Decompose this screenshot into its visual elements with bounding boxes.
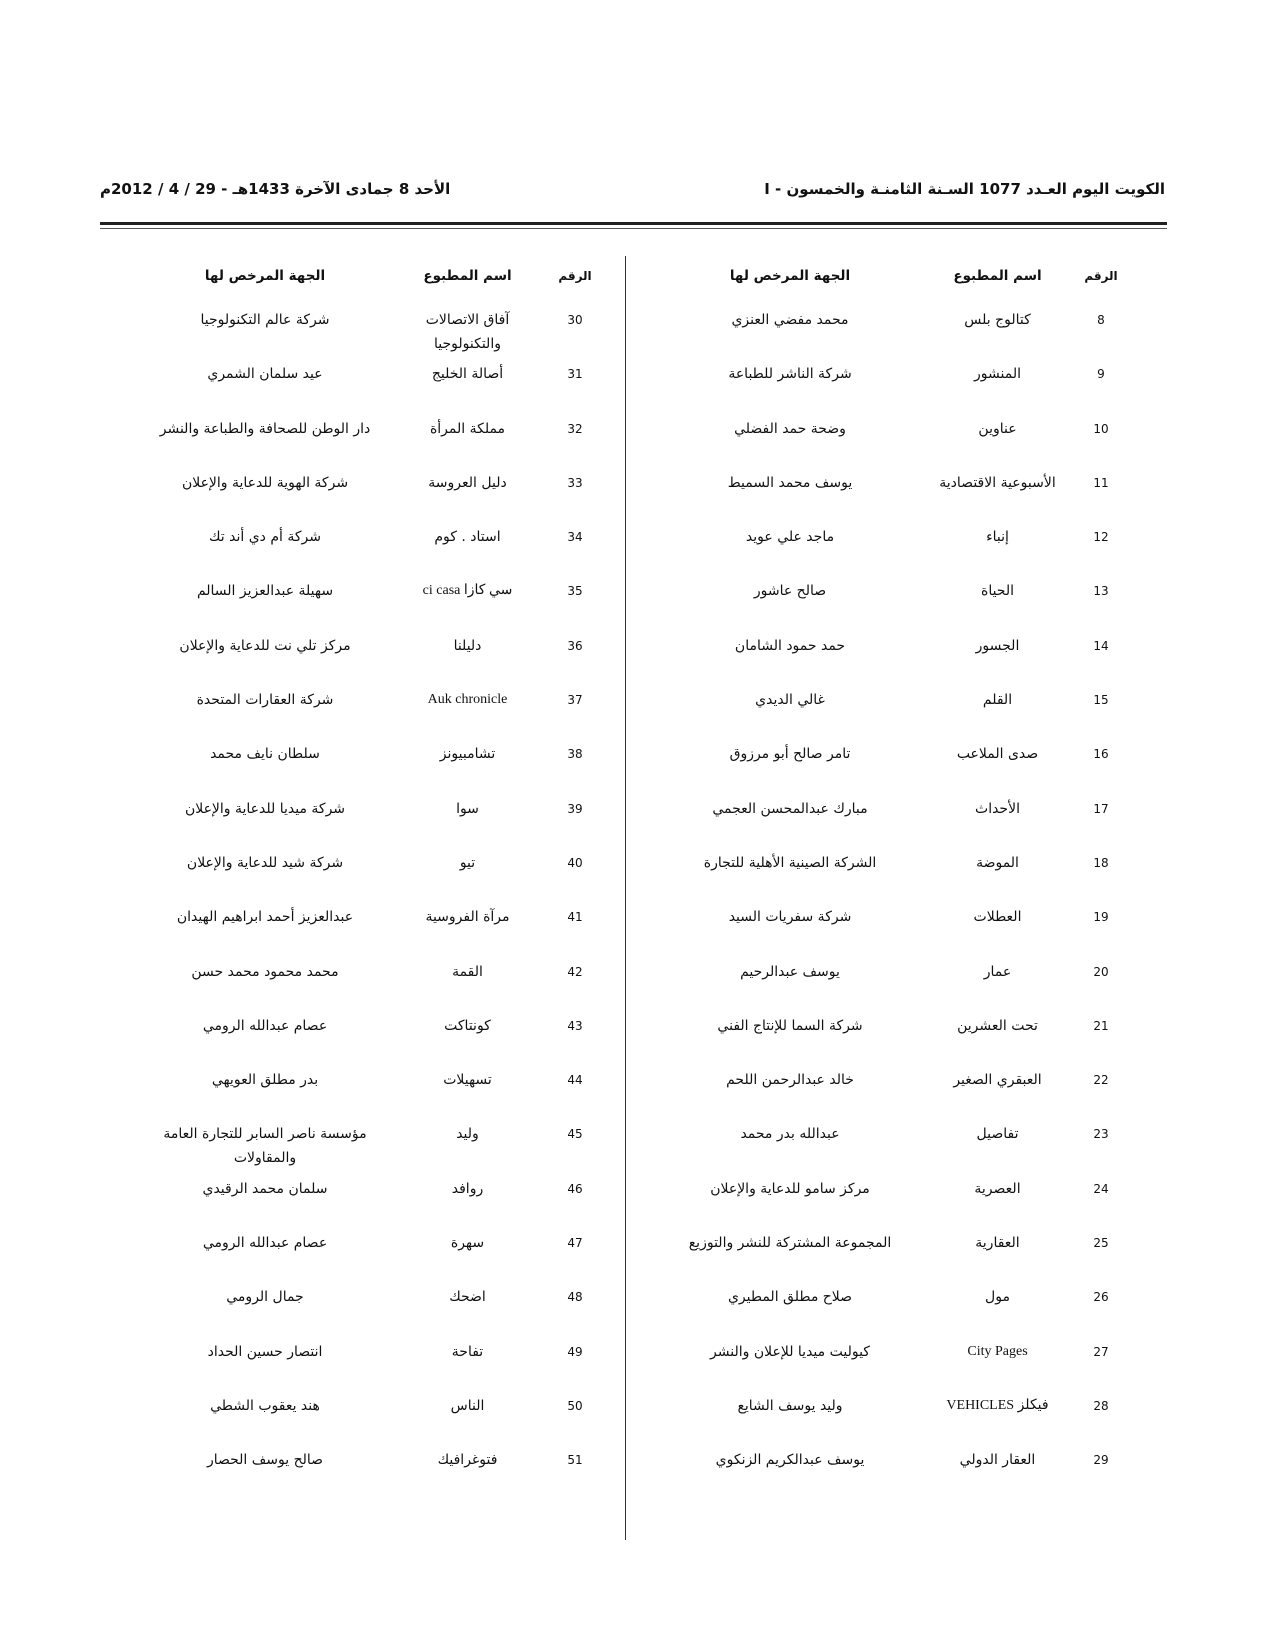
row-number: 21 <box>1093 1018 1109 1033</box>
table-row <box>140 849 605 903</box>
licensee-name: عيد سلمان الشمري <box>207 366 323 383</box>
row-number: 35 <box>567 584 583 599</box>
table-row <box>665 469 1125 523</box>
row-number: 26 <box>1093 1290 1109 1305</box>
licensee-column-header: الجهة المرخص لها <box>204 268 326 284</box>
publication-name: العقارية <box>975 1235 1020 1252</box>
row-number: 9 <box>1097 367 1105 382</box>
table-row <box>140 686 605 740</box>
column-divider <box>625 256 626 1540</box>
row-number: 11 <box>1093 475 1109 490</box>
row-number: 8 <box>1097 313 1105 327</box>
publication-name: مول <box>985 1289 1010 1306</box>
licensee-name: شركة العقارات المتحدة <box>196 692 334 709</box>
publication-name: العبقري الصغير <box>953 1072 1042 1089</box>
table-row <box>140 1283 605 1337</box>
table-row <box>665 903 1125 957</box>
row-number: 48 <box>567 1290 583 1305</box>
licensee-name: شركة ميديا للدعاية والإعلان <box>184 800 346 817</box>
publication-name: تسهيلات <box>443 1072 492 1089</box>
publication-name: إنباء <box>986 529 1009 546</box>
row-number: 28 <box>1093 1398 1109 1413</box>
table-row <box>665 686 1125 740</box>
right-table <box>665 262 1125 1501</box>
right-table-body <box>665 306 1125 1501</box>
number-column-header: الرقم <box>558 269 592 283</box>
row-number: 40 <box>567 855 583 870</box>
table-row <box>140 958 605 1012</box>
licensee-name: جمال الرومي <box>226 1289 304 1306</box>
licensee-name: المجموعة المشتركة للنشر والتوزيع <box>688 1235 892 1252</box>
row-number: 33 <box>567 475 583 490</box>
licensee-name: صالح يوسف الحصار <box>206 1452 324 1469</box>
table-row <box>665 415 1125 469</box>
publication-name: تفاصيل <box>976 1126 1019 1143</box>
licensee-name: عصام عبدالله الرومي <box>202 1235 328 1252</box>
row-number: 37 <box>567 693 583 708</box>
licensee-name: مركز سامو للدعاية والإعلان <box>710 1180 870 1197</box>
row-number: 31 <box>567 367 583 382</box>
publication-name: City Pages <box>967 1343 1028 1359</box>
table-row <box>140 903 605 957</box>
licensee-name: يوسف محمد السميط <box>727 474 853 491</box>
licensee-name: سلطان نايف محمد <box>210 746 320 763</box>
row-number: 20 <box>1093 964 1109 979</box>
table-row <box>665 740 1125 794</box>
table-header-row <box>665 262 1125 306</box>
publication-name: عناوين <box>978 420 1017 437</box>
table-row <box>665 1446 1125 1500</box>
row-number: 27 <box>1093 1344 1109 1359</box>
licensee-name: يوسف عبدالرحيم <box>740 963 840 980</box>
licensee-name: شركة السما للإنتاج الفني <box>717 1017 863 1034</box>
publication-name: اضحك <box>449 1289 486 1306</box>
table-row <box>665 1283 1125 1337</box>
table-row <box>665 1229 1125 1283</box>
row-number: 36 <box>567 638 583 653</box>
number-column-header: الرقم <box>1084 269 1118 283</box>
licensee-name: خالد عبدالرحمن اللحم <box>726 1072 854 1089</box>
licensee-name: عصام عبدالله الرومي <box>202 1017 328 1034</box>
row-number: 16 <box>1093 747 1109 762</box>
licensee-name: شركة سفريات السيد <box>728 909 852 926</box>
table-row <box>140 360 605 414</box>
left-table-body <box>140 306 605 1501</box>
publication-name: العصرية <box>974 1180 1021 1197</box>
publication-name: دليل العروسة <box>428 474 507 491</box>
row-number: 45 <box>567 1127 583 1142</box>
row-number: 14 <box>1093 638 1109 653</box>
publication-name: الموضة <box>976 854 1019 871</box>
table-row <box>140 577 605 631</box>
publication-name: فيكلز VEHICLES <box>946 1397 1049 1413</box>
table-row <box>140 795 605 849</box>
row-number: 30 <box>567 313 583 327</box>
table-row <box>665 306 1125 360</box>
table-row <box>140 632 605 686</box>
publication-name: الأحداث <box>975 800 1020 817</box>
licensee-name: غالي الديدي <box>755 692 825 709</box>
publication-name: دليلنا <box>453 637 482 654</box>
table-row <box>140 1338 605 1392</box>
publication-name: وليد <box>456 1126 479 1143</box>
publication-name: القلم <box>982 692 1013 709</box>
publication-name: كونتاكت <box>444 1017 491 1034</box>
row-number: 29 <box>1093 1453 1109 1468</box>
table-row <box>665 632 1125 686</box>
row-number: 22 <box>1093 1073 1109 1088</box>
licensee-name: بدر مطلق العويهي <box>211 1072 319 1089</box>
table-row <box>140 1446 605 1500</box>
publication-name: العقار الدولي <box>959 1452 1036 1469</box>
table-row <box>665 1066 1125 1120</box>
publication-name: المنشور <box>974 366 1021 383</box>
publication-name: سوا <box>456 800 479 817</box>
publication-name: كتالوج بلس <box>964 312 1031 328</box>
publication-name: تيو <box>459 854 476 871</box>
table-row <box>140 740 605 794</box>
table-row <box>140 415 605 469</box>
row-number: 46 <box>567 1181 583 1196</box>
licensee-name: مبارك عبدالمحسن العجمي <box>712 800 868 817</box>
row-number: 13 <box>1093 584 1109 599</box>
publication-column-header: اسم المطبوع <box>953 268 1042 284</box>
licensee-name: تامر صالح أبو مرزوق <box>729 746 851 763</box>
licensee-name: يوسف عبدالكريم الزنكوي <box>715 1452 865 1469</box>
table-row <box>665 1392 1125 1446</box>
gazette-date-header: الأحد 8 جمادى الآخرة 1433هـ - 29 / 4 / 2012م <box>100 180 451 198</box>
licensee-name: سهيلة عبدالعزيز السالم <box>196 583 334 600</box>
licensee-column-header: الجهة المرخص لها <box>729 268 851 284</box>
table-row <box>665 360 1125 414</box>
publication-name: الأسبوعية الاقتصادية <box>939 474 1056 491</box>
row-number: 38 <box>567 747 583 762</box>
publication-name: سي كازا ci casa <box>422 583 513 599</box>
publication-name: عمار <box>983 963 1012 980</box>
licensee-name: مؤسسة ناصر السابر للتجارة العامة والمقاولات <box>163 1126 367 1167</box>
publication-name: مملكة المرأة <box>429 420 506 437</box>
licensee-name: صالح عاشور <box>753 583 827 600</box>
publication-name: الحياة <box>980 583 1015 600</box>
table-row <box>140 1229 605 1283</box>
publication-name: القمة <box>452 963 483 980</box>
licensee-name: صلاح مطلق المطيري <box>727 1289 853 1306</box>
publication-name: أصالة الخليج <box>431 366 504 383</box>
gazette-issue-header: الكويت اليوم العـدد 1077 السـنة الثامنـة والخمسون - I <box>764 180 1165 198</box>
header-rule <box>100 222 1167 225</box>
row-number: 50 <box>567 1398 583 1413</box>
publication-name: العطلات <box>973 909 1022 926</box>
licensee-name: عبدالله بدر محمد <box>740 1126 840 1143</box>
table-row <box>665 1120 1125 1174</box>
licensee-name: شركة عالم التكنولوجيا <box>200 312 330 328</box>
publication-name: تشامبيونز <box>439 746 496 763</box>
licensee-name: شركة شيد للدعاية والإعلان <box>186 854 344 871</box>
table-row <box>665 958 1125 1012</box>
licensee-name: كيوليت ميديا للإعلان والنشر <box>710 1343 870 1360</box>
publication-name: روافد <box>451 1180 484 1197</box>
table-row <box>140 1392 605 1446</box>
licensee-name: شركة الهوية للدعاية والإعلان <box>181 474 349 491</box>
row-number: 32 <box>567 421 583 436</box>
table-row <box>140 1120 605 1174</box>
table-row <box>665 1012 1125 1066</box>
table-row <box>665 795 1125 849</box>
licensee-name: الشركة الصينية الأهلية للتجارة <box>703 854 877 871</box>
table-header-row <box>140 262 605 306</box>
licensee-name: سلمان محمد الرقيدي <box>202 1180 328 1197</box>
left-table <box>140 262 605 1501</box>
row-number: 43 <box>567 1018 583 1033</box>
row-number: 49 <box>567 1344 583 1359</box>
licensee-name: وليد يوسف الشايع <box>737 1397 843 1414</box>
table-row <box>140 306 605 360</box>
row-number: 42 <box>567 964 583 979</box>
publication-name: Auk chronicle <box>427 692 508 708</box>
licensee-name: شركة الناشر للطباعة <box>728 366 852 383</box>
table-row <box>665 849 1125 903</box>
licensee-name: شركة أم دي أند تك <box>208 529 321 546</box>
row-number: 15 <box>1093 693 1109 708</box>
publication-name: تفاحة <box>451 1343 484 1360</box>
publication-name: صدى الملاعب <box>956 746 1039 763</box>
licensee-name: محمد محمود محمد حسن <box>191 963 339 980</box>
licensee-name: مركز تلي نت للدعاية والإعلان <box>179 637 351 654</box>
licensee-name: حمد حمود الشامان <box>734 637 846 654</box>
row-number: 10 <box>1093 421 1109 436</box>
publication-column-header: اسم المطبوع <box>423 268 512 284</box>
licensee-name: عبدالعزيز أحمد ابراهيم الهيدان <box>176 909 354 926</box>
row-number: 19 <box>1093 910 1109 925</box>
publication-name: الجسور <box>975 637 1020 654</box>
row-number: 12 <box>1093 530 1109 545</box>
row-number: 34 <box>567 530 583 545</box>
table-row <box>665 523 1125 577</box>
row-number: 17 <box>1093 801 1109 816</box>
publication-name: استاد . كوم <box>434 529 501 546</box>
header-rule-thin <box>100 228 1167 229</box>
row-number: 25 <box>1093 1236 1109 1251</box>
licensee-name: ماجد علي عويد <box>745 529 835 546</box>
licensee-name: وضحة حمد الفضلي <box>734 420 846 437</box>
publication-name: سهرة <box>450 1235 485 1252</box>
row-number: 39 <box>567 801 583 816</box>
table-row <box>665 1175 1125 1229</box>
table-row <box>140 1175 605 1229</box>
table-row <box>140 1012 605 1066</box>
row-number: 51 <box>567 1453 583 1468</box>
table-row <box>140 1066 605 1120</box>
row-number: 41 <box>567 910 583 925</box>
publication-name: فتوغرافيك <box>437 1452 498 1469</box>
publication-name: الناس <box>450 1397 485 1414</box>
row-number: 44 <box>567 1073 583 1088</box>
licensee-name: محمد مفضي العنزي <box>731 312 849 328</box>
licensee-name: انتصار حسين الحداد <box>207 1343 323 1360</box>
row-number: 18 <box>1093 855 1109 870</box>
table-row <box>665 1338 1125 1392</box>
publication-name: مرآة الفروسية <box>425 909 510 926</box>
table-row <box>140 523 605 577</box>
row-number: 23 <box>1093 1127 1109 1142</box>
row-number: 47 <box>567 1236 583 1251</box>
publication-name: آفاق الاتصالات والتكنولوجيا <box>425 312 510 352</box>
table-row <box>140 469 605 523</box>
licensee-name: دار الوطن للصحافة والطباعة والنشر <box>159 420 371 437</box>
table-row <box>665 577 1125 631</box>
publication-name: تحت العشرين <box>957 1017 1038 1034</box>
row-number: 24 <box>1093 1181 1109 1196</box>
licensee-name: هند يعقوب الشطي <box>210 1397 320 1414</box>
